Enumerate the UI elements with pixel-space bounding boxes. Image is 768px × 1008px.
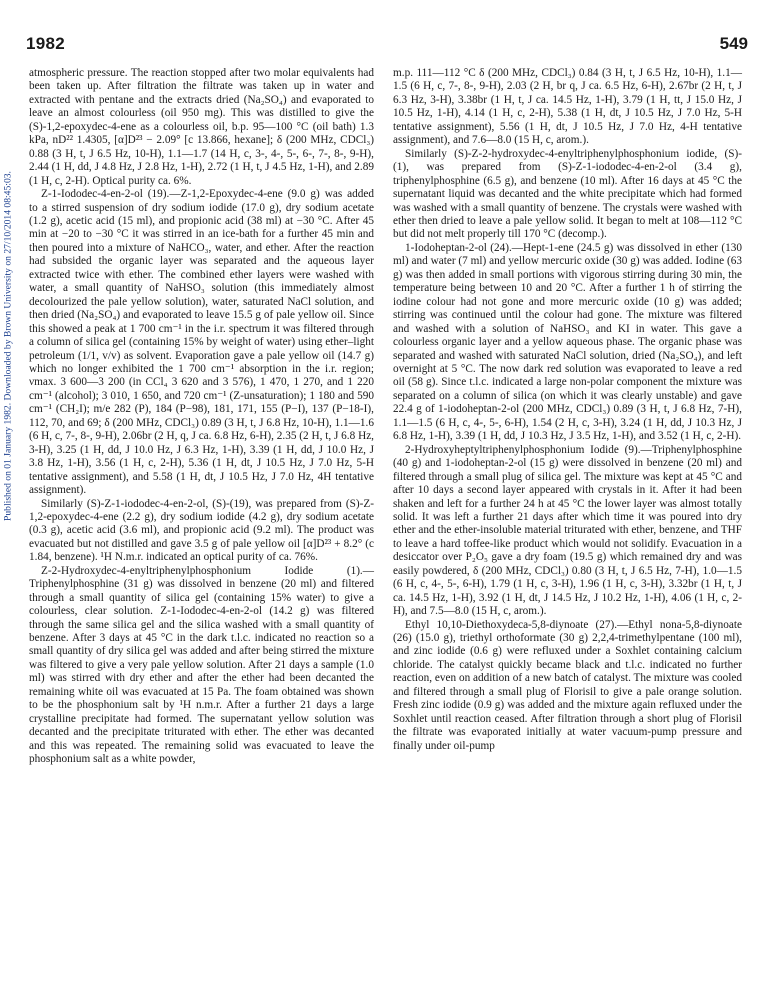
paragraph: Z-2-Hydroxydec-4-enyltriphenylphosphonium Iodide (1).—Triphenylphosphine (31 g) was dissolved in benzene (20 ml) and filtered through a small quantity of silica gel (containing 15% water) to give a colourless, clear solution. Z-1-Iododec-4-en-2-ol (14.2 g) was filtered through the same silica gel and the silica washed with a small quantity of benzene. After 3 days at 45 °C in the dark t.l.c. indicated no reaction so a small quantity of dry silica gel was added and after being stirred the mixture was filtered to give a very pale yellow solution. After 21 days a sample (1.0 ml) was stirred with dry ether and after the ether had been decanted the remaining white oil was evacuated at 15 Pa. The foam obtained was shown to be the phosphonium salt by ¹H n.m.r. After a further 21 days a large crystalline precipitate had formed. The supernatant yellow solution was decanted and the precipitate triturated with ether. The ether was decanted and this was repeated. The remaining solid was evacuated to leave the phosphonium salt as a white powder, <box>29 564 374 766</box>
paragraph: 2-Hydroxyheptyltriphenylphosphonium Iodide (9).—Triphenylphosphine (40 g) and 1-iodoheptan-2-ol (15 g) were dissolved in benzene (20 ml) and filtered through a small plug of silica gel. The mixture was kept at 45 °C and after 10 days a second layer appeared with crystals in it. After it had been shaken and left for a further 24 h at 45 °C the lower layer was almost totally solid. It was left a further 21 days after which time it was poured into dry ether and the ether-insoluble material triturated with ether, benzene, and THF to leave a hard toffee-like product which would not solidify. Evacuation in a desiccator over P₂O₅ gave a dry foam (19.5 g) which remained dry and was easily powdered, δ (200 MHz, CDCl₃) 0.80 (3 H, t, J 6.5 Hz, 7-H), 1.0—1.5 (6 H, c, 4-, 5-, 6-H), 1.79 (1 H, c, 3-H), 1.96 (1 H, c, 3-H), 3.32br (1 H, t, J ca. 14.5 Hz, 1-H), 3.92 (1 H, dt, J 14.5 Hz, J 10.2 Hz, 1-H), 4.06 (1 H, c, 2-H), and 7.5—8.0 (15 H, c, arom.). <box>393 443 742 618</box>
paragraph: Similarly (S)-Z-2-hydroxydec-4-enyltriphenylphosphonium iodide, (S)-(1), was prepared from (S)-Z-1-iododec-4-en-2-ol (3.4 g), triphenylphosphine (6.5 g), and benzene (10 ml). After 16 days at 45 °C the supernatant liquid was decanted and the white precipitate which had formed was washed with a small quantity of benzene. The crystals were washed with ether then dried to leave a pale yellow solid. It began to melt at 108—112 °C but did not melt properly till 170 °C (decomp.). <box>393 147 742 241</box>
download-sidebar <box>0 0 21 1008</box>
paragraph: Similarly (S)-Z-1-iododec-4-en-2-ol, (S)-(19), was prepared from (S)-Z-1,2-epoxydec-4-ene (2.2 g), dry sodium iodide (4.2 g), dry sodium acetate (0.3 g), acetic acid (3.6 ml), and propionic acid (9.2 ml). The product was evacuated but not distilled and gave 3.5 g of pale yellow oil [α]D²³ + 8.2° (c 1.84, benzene). ¹H N.m.r. indicated an optical purity of ca. 76%. <box>29 497 374 564</box>
journal-year: 1982 <box>26 34 66 53</box>
paragraph: m.p. 111—112 °C δ (200 MHz, CDCl₃) 0.84 (3 H, t, J 6.5 Hz, 10-H), 1.1—1.5 (6 H, c, 7-, 8-, 9-H), 2.03 (2 H, br q, J ca. 6.5 Hz, 6-H), 2.67br (2 H, t, J 6.3 Hz, 3-H), 3.38br (1 H, t, J ca. 14.5 Hz, 1-H), 3.79 (1 H, tt, J 15.0 Hz, J 10.5 Hz, 1-H), 4.14 (1 H, c, 2-H), 5.38 (1 H, dt, J 10.5 Hz, J 7.0 Hz, 5-H tentative assignment), 5.56 (1 H, dt, J 10.5 Hz, J 7.0 Hz, 4-H tentative assignment), and 7.6—8.0 (15 H, c, arom.). <box>393 67 742 147</box>
paragraph: atmospheric pressure. The reaction stopped after two molar equivalents had been taken up. After filtration the filtrate was taken up in water and extracted with pentane and the extracts dried (Na₂SO₄) and evaporated to leave an almost colourless (oil 950 mg). This was distilled to give the (S)-1,2-epoxydec-4-ene as a colourless oil, b.p. 95—100 °C (oil bath) 1.3 kPa, nD²² 1.4305, [α]D²³ − 2.09° [c 13.866, hexane]; δ (200 MHz, CDCl₃) 0.88 (3 H, t, J 6.5 Hz, 10-H), 1.1—1.7 (14 H, c, 3-, 4-, 5-, 6-, 7-, 8-, 9-H), 2.44 (1 H, dd, J 4.8 Hz, J 2.8 Hz, 1-H), 2.72 (1 H, t, J 4.5 Hz, 1-H), and 2.89 (1 H, c, 2-H). Optical purity ca. 6%. <box>29 67 374 187</box>
download-notice[interactable]: Published on 01 January 1982. Downloaded by Brown University on 27/10/2014 08:45:03. <box>2 171 14 521</box>
left-column <box>29 67 374 767</box>
page-number: 549 <box>719 34 748 53</box>
paragraph: 1-Iodoheptan-2-ol (24).—Hept-1-ene (24.5 g) was dissolved in ether (130 ml) and water (7 ml) and yellow mercuric oxide (30 g) was added. Iodine (63 g) was then added in small portions with vigorous stirring during 30 min, the temperature being between 10 and 20 °C. After a further 1 h of stirring the iodine colour had not gone and more mercuric oxide (10 g) was added; stirring was continued until the colour had gone. The mixture was filtered and washed with a solution of NaHSO₃ and KI in water. This gave a colourless organic layer and a yellow aqueous phase. The organic phase was separated and washed with saturated NaCl solution, dried (Na₂SO₄), and left overnight at 5 °C. The now dark red solution was evaporated to leave a red oil (58 g). Since t.l.c. indicated a large non-polar component the mixture was separated on a column of silica (on which it was clearly unstable) and gave 22.4 g of 1-iodoheptan-2-ol (200 MHz, CDCl₃) 0.89 (3 H, t, J 6.8 Hz, 7-H), 1.1—1.5 (6 H, c, 4-, 5-, 6-H), 1.54 (2 H, c, 3-H), 3.24 (1 H, dd, J 10.3 Hz, J 6.8 Hz, 1-H), 3.39 (1 H, dd, J 10.3 Hz, J 3.5 Hz, 1-H), and 3.52 (1 H, c, 2-H). <box>393 241 742 443</box>
paragraph: Z-1-Iododec-4-en-2-ol (19).—Z-1,2-Epoxydec-4-ene (9.0 g) was added to a stirred suspension of dry sodium iodide (17.0 g), dry sodium acetate (1.2 g), acetic acid (15 ml), and propionic acid (38 ml) at −30 °C. After 45 min at −20 to −30 °C it was stirred in an ice-bath for a further 45 min and then poured into a mixture of NaHCO₃, water, and ether. After the reaction had subsided the organic layer was separated and the aqueous layer extracted twice with ether. The combined ether layers were washed with water, a small quantity of NaHSO₃ solution (this immediately almost decolourized the pale yellow solution), water, saturated NaCl solution, and then dried (Na₂SO₄) and evaporated to leave 15.5 g of pale yellow oil. Since this showed a peak at 1 700 cm⁻¹ in the i.r. spectrum it was filtered through a column of silica gel (containing 15% by weight of water) using ether–light petroleum (1/1, v/v) as solvent. Evaporation gave a pale yellow oil (14.7 g) which no longer exhibited the 1 700 cm⁻¹ absorption in the i.r. region; νmax. 3 600—3 200 (in CCl₄ 3 620 and 3 576), 1 470, 1 270, and 1 220 cm⁻¹ (alcohol); 3 010, 1 650, and 720 cm⁻¹ (Z-unsaturation); 1 180 and 590 cm⁻¹ (CH₂I); m/e 282 (P), 184 (P−98), 181, 171, 155 (P−I), 137 (P−18-I), 112, 70, and 69; δ (200 MHz, CDCl₃) 0.89 (3 H, t, J 6.8 Hz, 10-H), 1.1—1.6 (6 H, c, 7-, 8-, 9-H), 2.06br (2 H, q, J ca. 6.8 Hz, 6-H), 2.35 (2 H, t, J 6.8 Hz, 3-H), 3.25 (1 H, dd, J 10.0 Hz, J 6.3 Hz, 1-H), 3.39 (1 H, dd, J 10.0 Hz, J 3.8 Hz, 1-H), 3.56 (1 H, c, 2-H), 5.36 (1 H, dt, J 10.5 Hz, J 7.0 Hz, 5-H tentative assignment), and 5.58 (1 H, dt, J 10.5 Hz, J 7.0 Hz, 4H tentative assignment). <box>29 188 374 497</box>
right-column <box>393 67 742 753</box>
paragraph: Ethyl 10,10-Diethoxydeca-5,8-diynoate (27).—Ethyl nona-5,8-diynoate (26) (15.0 g), triethyl orthoformate (30 g) 2,2,4-trimethylpentane (100 ml), and zinc iodide (0.6 g) were refluxed under a Soxhlet containing calcium chloride. The catalyst quickly became black and t.l.c. indicated no further reaction, even on addition of a new batch of catalyst. The mixture was cooled and filtered through a small plug of Florisil to give a pale orange solution. Fresh zinc iodide (0.9 g) was added and the mixture again refluxed under the Soxhlet until reaction ceased. After filtration through a short plug of Florisil the filtrate was evaporated initially at water vacuum-pump pressure and finally under oil-pump <box>393 618 742 752</box>
page-header <box>26 34 748 60</box>
